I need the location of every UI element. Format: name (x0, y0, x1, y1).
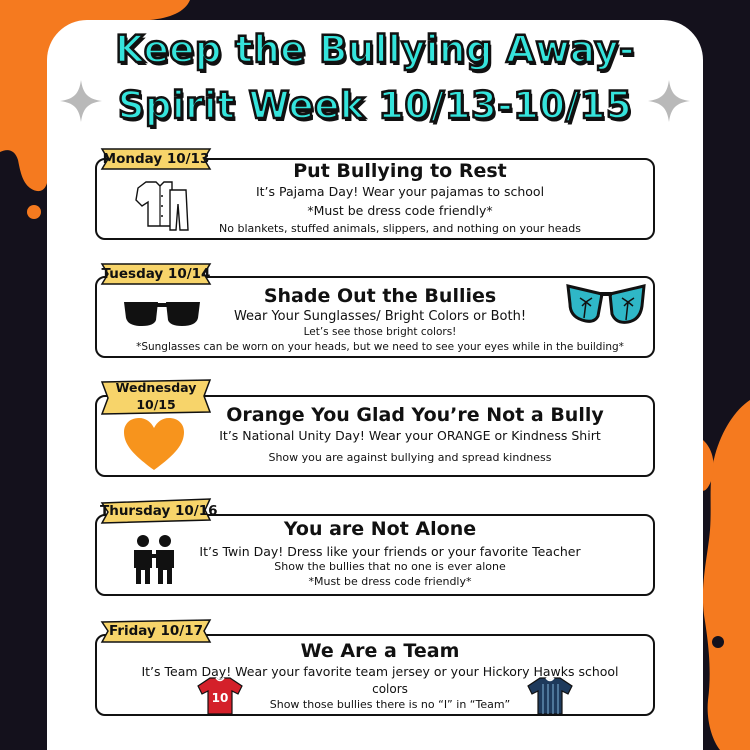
monday-tag-label: Monday 10/13 (102, 151, 210, 167)
friday-line-2: colors (372, 682, 408, 696)
sunglasses-icon (122, 298, 202, 328)
monday-line-2: *Must be dress code friendly* (307, 203, 493, 218)
monday-heading: Put Bullying to Rest (293, 160, 507, 182)
friday-line-3: Show those bullies there is no “I” in “Team” (269, 698, 511, 711)
wednesday-tag (100, 378, 212, 416)
wednesday-heading: Orange You Glad You’re Not a Bully (226, 404, 604, 426)
wednesday-line-2: Show you are against bullying and spread kindness (268, 451, 552, 464)
friday-line-1: It’s Team Day! Wear your favorite team jersey or your Hickory Hawks school (141, 664, 619, 679)
red-jersey-icon (196, 676, 244, 716)
twins-icon (130, 534, 178, 586)
thursday-tag (100, 498, 218, 524)
wednesday-tag-label-2: 10/15 (136, 397, 176, 412)
title-line-1: Keep the Bullying Away- (115, 28, 635, 71)
pajamas-icon (134, 178, 190, 232)
monday-line-3: No blankets, stuffed animals, slippers, and nothing on your heads (219, 222, 581, 235)
heart-icon (122, 416, 186, 472)
tuesday-heading: Shade Out the Bullies (263, 285, 497, 307)
sparkle-left-icon (58, 78, 104, 124)
tuesday-tag (100, 261, 212, 287)
wednesday-line-1: It’s National Unity Day! Wear your ORANGE or Kindness Shirt (219, 428, 601, 443)
friday-tag-label: Friday 10/17 (108, 623, 203, 639)
tuesday-tag-label: Tuesday 10/14 (101, 266, 211, 282)
jersey-number: 10 (211, 691, 229, 705)
tuesday-line-3: *Sunglasses can be worn on your heads, but we need to see your eyes while in the building* (136, 341, 624, 353)
thursday-line-3: *Must be dress code friendly* (308, 575, 472, 588)
friday-heading: We Are a Team (300, 640, 460, 662)
thursday-line-2: Show the bullies that no one is ever alone (274, 560, 506, 573)
blue-jersey-icon (526, 676, 574, 716)
thursday-line-1: It’s Twin Day! Dress like your friends or your favorite Teacher (199, 544, 581, 559)
tuesday-line-2: Let’s see those bright colors! (303, 326, 457, 338)
monday-tag (100, 146, 212, 172)
monday-line-1: It’s Pajama Day! Wear your pajamas to school (255, 184, 545, 199)
wednesday-tag-label-1: Wednesday (115, 380, 197, 395)
thursday-tag-label: Thursday 10/16 (100, 503, 218, 519)
sparkle-right-icon (646, 78, 692, 124)
tuesday-line-1: Wear Your Sunglasses/ Bright Colors or Both! (233, 309, 527, 324)
thursday-heading: You are Not Alone (283, 518, 477, 540)
beach-sunglasses-icon (566, 280, 646, 328)
friday-tag (100, 618, 212, 644)
title-line-2: Spirit Week 10/13-10/15 (117, 84, 633, 127)
